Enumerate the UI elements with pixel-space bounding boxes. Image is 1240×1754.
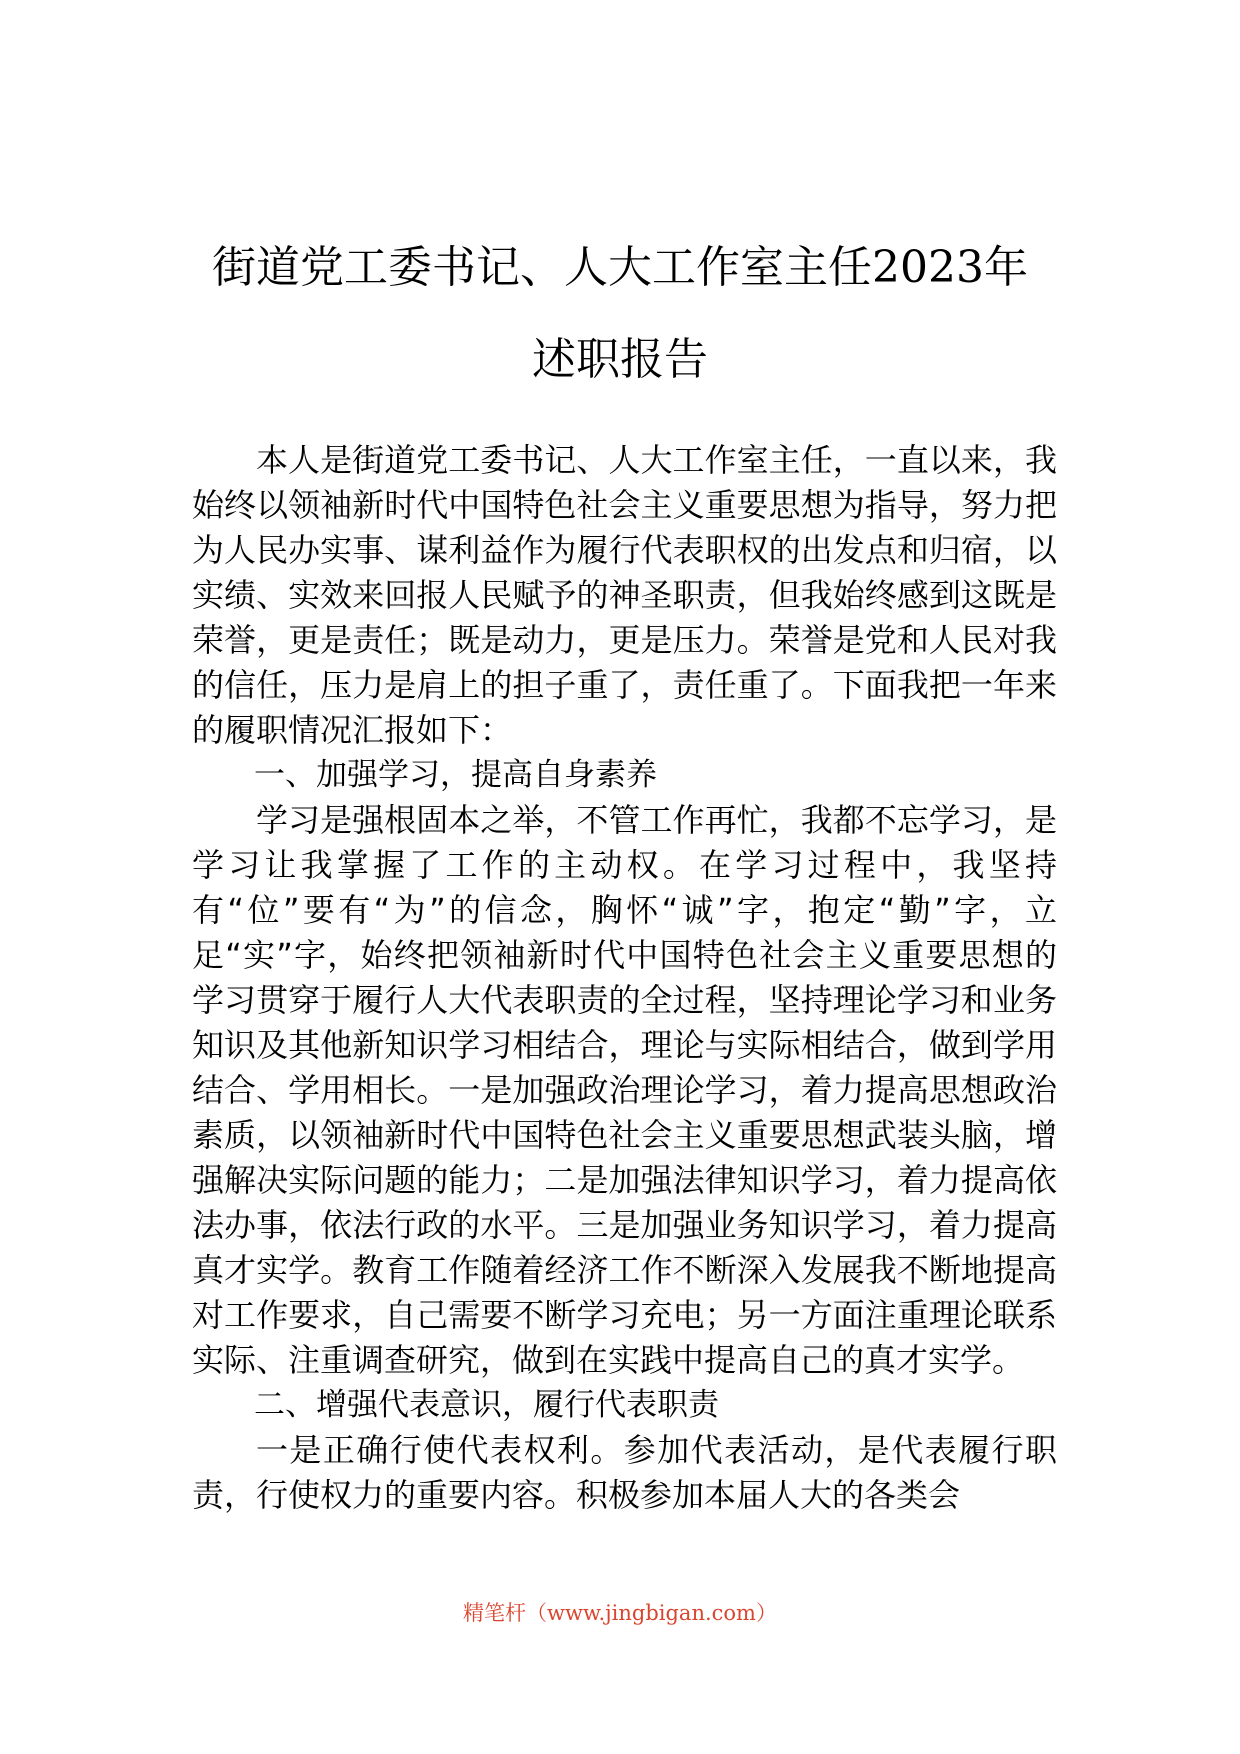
- title-line-2: 述职报告: [532, 334, 708, 385]
- footer-watermark: 精笔杆（www.jingbigan.com）: [463, 1601, 777, 1625]
- document-title: [150, 222, 1090, 406]
- section-1-paragraph: 学习是强根固本之举，不管工作再忙，我都不忘学习，是学习让我掌握了工作的主动权。在学习过程中，我坚持有“位”要有“为”的信念，胸怀“诚”字，抱定“勤”字，立足“实”字，始终把领袖新时代中国特色社会主义重要思想的学习贯穿于履行人大代表职责的全过程，坚持理论学习和业务知识及其他新知识学习相结合，理论与实际相结合，做到学用结合、学用相长。一是加强政治理论学习，着力提高思想政治素质，以领袖新时代中国特色社会主义重要思想武装头脑，增强解决实际问题的能力；二是加强法律知识学习，着力提高依法办事，依法行政的水平。三是加强业务知识学习，着力提高真才实学。教育工作随着经济工作不断深入发展我不断地提高对工作要求，自己需要不断学习充电；另一方面注重理论联系实际、注重调查研究，做到在实践中提高自己的真才实学。: [192, 801, 1057, 1379]
- section-2-paragraph: 一是正确行使代表权利。参加代表活动，是代表履行职责，行使权力的重要内容。积极参加本届人大的各类会: [192, 1431, 1057, 1514]
- section-heading-1: 一、加强学习，提高自身素养: [254, 757, 657, 793]
- title-line-1: 街道党工委书记、人大工作室主任2023年: [212, 242, 1028, 293]
- document-body: [192, 438, 1057, 1518]
- intro-paragraph: 本人是街道党工委书记、人大工作室主任，一直以来，我始终以领袖新时代中国特色社会主义重要思想为指导，努力把为人民办实事、谋利益作为履行代表职权的出发点和归宿，以实绩、实效来回报人民赋予的神圣职责，但我始终感到这既是荣誉，更是责任；既是动力，更是压力。荣誉是党和人民对我的信任，压力是肩上的担子重了，责任重了。下面我把一年来的履职情况汇报如下：: [192, 441, 1057, 749]
- section-heading-2: 二、增强代表意识，履行代表职责: [254, 1387, 719, 1423]
